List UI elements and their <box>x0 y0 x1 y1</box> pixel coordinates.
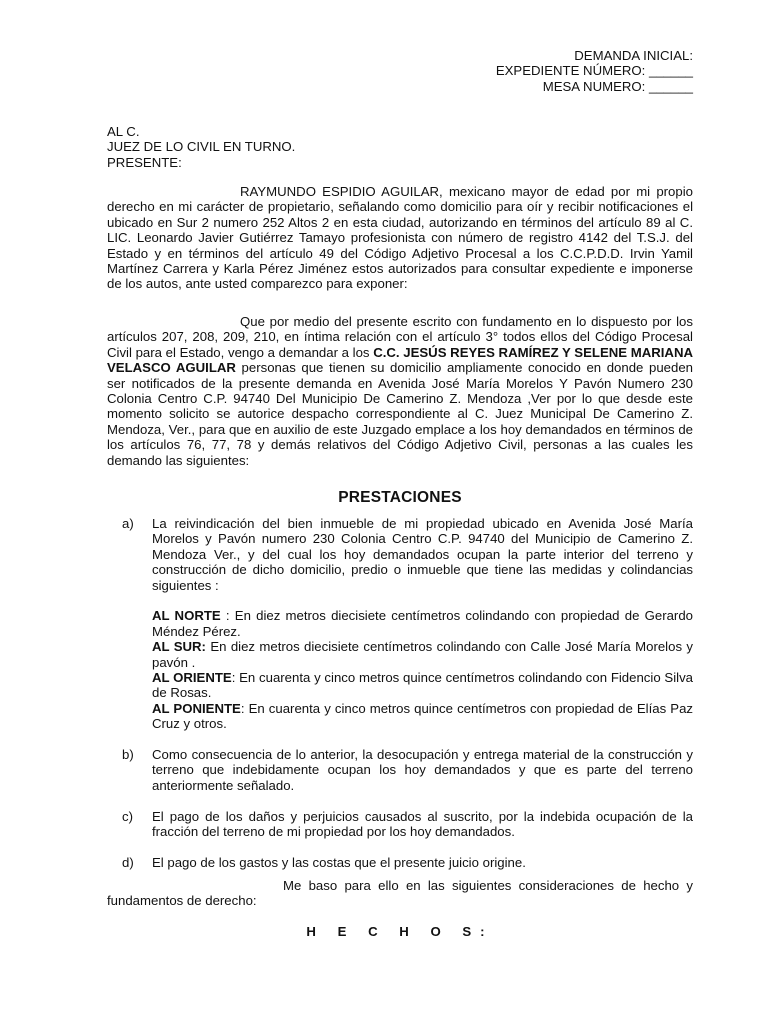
header-desk-number: MESA NUMERO: ______ <box>542 78 693 94</box>
claim-letter: d) <box>122 854 134 870</box>
bound-label: AL PONIENTE <box>152 700 241 716</box>
header-demand-title: DEMANDA INICIAL: <box>574 48 693 63</box>
claim-a <box>122 516 693 593</box>
addressee-present: PRESENTE: <box>107 154 182 170</box>
bound-text: En diez metros diecisiete centímetros colindando con Calle José María Morelos y pavón . <box>152 639 693 670</box>
bound-south <box>152 639 693 670</box>
claim-text: Como consecuencia de lo anterior, la desocupación y entrega material de la construcción y terreno que indebidamente ocupan los hoy demandados y que es parte del terreno anteriormente señalado. <box>152 747 693 793</box>
bound-label: AL ORIENTE <box>152 670 232 686</box>
claims-list <box>122 516 693 870</box>
claim-text: La reivindicación del bien inmueble de mi propiedad ubicado en Avenida José María Morelos y Pavón numero 230 Colonia Centro C.P. 94740 del Municipio de Camerino Z. Mendoza Ver., y del cual los hoy demandados ocupan la parte interior del terreno y construcción de dicho domicilio, predio o inmueble que tiene las medidas y colindancias siguientes : <box>152 516 693 593</box>
bound-west <box>152 701 693 732</box>
claim-c <box>122 809 693 840</box>
prestaciones-title: PRESTACIONES <box>338 489 462 506</box>
bound-text: : En cuarenta y cinco metros quince centímetros con propiedad de Elías Paz Cruz y otros. <box>152 700 694 732</box>
claim-text: El pago de los daños y perjuicios causados al suscrito, por la indebida ocupación de la fracción del terreno de mi propiedad por los hoy demandados. <box>152 808 693 840</box>
intro-text: RAYMUNDO ESPIDIO AGUILAR, mexicano mayor de edad por mi propio derecho en mi carácter de propietario, señalando como domicilio para oír y recibir notificaciones el ubicado en Sur 2 numero 252 Altos 2 en esta ciudad, autorizando en términos del artículo 89 al C. LIC. Leonardo Javier Gutiérrez Tamayo profesionista con número de registro 4142 del T.S.J. del Estado y en términos del artículo 49 del Código Adjetivo Procesal a los C.C.P.D.D. Irvin Yamil Martínez Carrera y Karla Pérez Jiménez estos autorizados para consultar expediente e imponerse de los autos, ante usted comparezco para exponer: <box>107 184 693 292</box>
demand-paragraph <box>107 314 693 468</box>
bound-text: : En cuarenta y cinco metros quince centímetros colindando con Fidencio Silva de Rosas. <box>152 670 694 701</box>
claim-d <box>122 855 693 870</box>
property-bounds <box>152 608 693 731</box>
demand-text-part1: Que por medio del presente escrito con fundamento en lo dispuesto por los artículos 207, 208, 209, 210, en íntima relación con el artículo 3° todos ellos del Código Procesal Civil para el Estado, vengo a demandar a los <box>107 314 693 360</box>
claim-letter: a) <box>122 516 134 531</box>
bound-text: : En diez metros diecisiete centímetros colindando con propiedad de Gerardo Méndez Pérez. <box>152 608 693 639</box>
intro-paragraph <box>107 184 693 292</box>
addressee-block <box>107 124 507 170</box>
addressee-judge: JUEZ DE LO CIVIL EN TURNO. <box>107 139 296 155</box>
basis-text: Me baso para ello en las siguientes consideraciones de hecho y fundamentos de derecho: <box>107 878 693 909</box>
hechos-title: H E C H O S: <box>306 924 494 939</box>
demand-text-part2: personas que tienen su domicilio ampliamente conocido en donde pueden ser notificados de la presente demanda en Avenida José María Morelos Y Pavón Numero 230 Colonia Centro C.P. 94740 Del Municipio De Camerino Z. Mendoza ,Ver por lo que desde este momento solicito se autorice despacho correspondiente al C. Juez Municipal De Camerino Z. Mendoza, Ver., para que en auxilio de este Juzgado emplace a los hoy demandados en términos de los artículos 76, 77, 78 y demás relativos del Código Adjetivo Civil, personas a las cuales les demando las siguientes: <box>107 360 693 468</box>
defendants-names: C.C. JESÚS REYES RAMÍREZ Y SELENE MARIANA VELASCO AGUILAR <box>107 344 693 376</box>
bound-label: AL NORTE <box>152 608 221 624</box>
claim-b <box>122 747 693 793</box>
header-case-number: EXPEDIENTE NÚMERO: ______ <box>495 63 693 79</box>
addressee-line: AL C. <box>107 124 140 139</box>
bound-north <box>152 608 693 639</box>
bound-east <box>152 670 693 701</box>
claim-text: El pago de los gastos y las costas que el presente juicio origine. <box>152 854 526 870</box>
bound-label: AL SUR: <box>152 639 206 655</box>
claim-letter: c) <box>122 808 133 824</box>
document-header <box>353 48 693 94</box>
basis-paragraph <box>107 878 693 909</box>
claim-letter: b) <box>122 747 134 763</box>
